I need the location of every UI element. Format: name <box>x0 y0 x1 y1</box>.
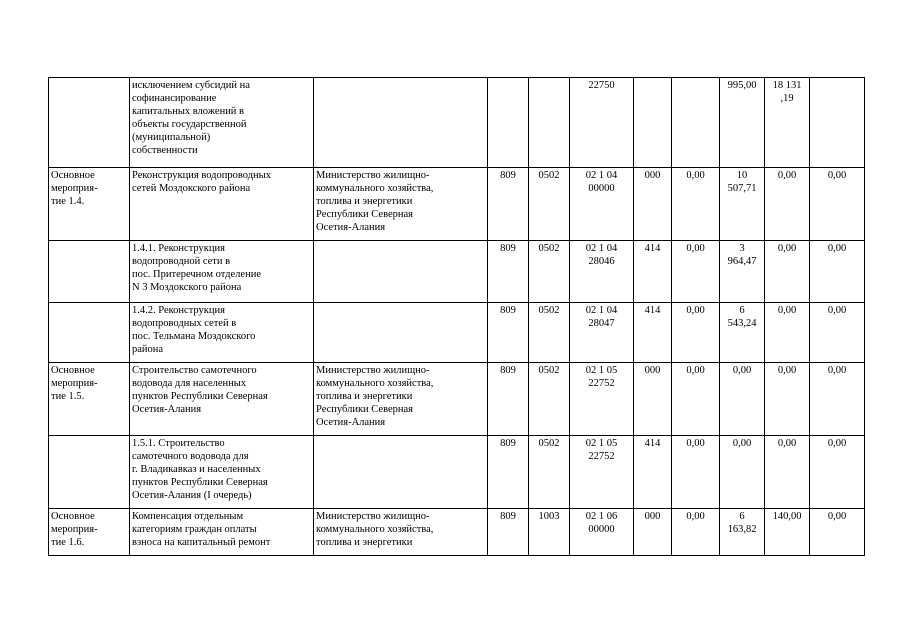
executor-cell: Министерство жилищно- коммунального хозяйства, топлива и энергетики Республики Северная Осетия-Алания <box>314 363 488 436</box>
amount-cell-3: 0,00 <box>765 436 810 509</box>
amount-cell-2: 0,00 <box>720 363 765 436</box>
gr-code-cell <box>488 78 529 168</box>
vr-code-cell: 000 <box>634 168 672 241</box>
executor-cell <box>314 303 488 363</box>
amount-cell-1: 0,00 <box>672 363 720 436</box>
gr-code-cell: 809 <box>488 303 529 363</box>
table-row <box>49 168 865 241</box>
activity-cell: Основное мероприя- тие 1.5. <box>49 363 130 436</box>
description-cell: 1.4.2. Реконструкция водопроводных сетей в пос. Тельмана Моздокского района <box>130 303 314 363</box>
amount-cell-1: 0,00 <box>672 509 720 556</box>
csr-code-cell: 02 1 05 22752 <box>570 436 634 509</box>
description-cell: 1.5.1. Строительство самотечного водовода для г. Владикавказ и населенных пунктов Республики Северная Осетия-Алания (I очередь) <box>130 436 314 509</box>
description-cell: Компенсация отдельным категориям граждан оплаты взноса на капитальный ремонт <box>130 509 314 556</box>
description-cell: Реконструкция водопроводных сетей Моздокского района <box>130 168 314 241</box>
amount-cell-2: 10 507,71 <box>720 168 765 241</box>
vr-code-cell: 000 <box>634 363 672 436</box>
table-row <box>49 241 865 303</box>
amount-cell-4: 0,00 <box>810 509 865 556</box>
activity-cell <box>49 78 130 168</box>
executor-cell: Министерство жилищно- коммунального хозяйства, топлива и энергетики <box>314 509 488 556</box>
gr-code-cell: 809 <box>488 436 529 509</box>
amount-cell-3: 0,00 <box>765 303 810 363</box>
amount-cell-3: 0,00 <box>765 363 810 436</box>
amount-cell-1: 0,00 <box>672 241 720 303</box>
amount-cell-2: 995,00 <box>720 78 765 168</box>
amount-cell-2: 6 163,82 <box>720 509 765 556</box>
csr-code-cell: 02 1 04 28046 <box>570 241 634 303</box>
vr-code-cell: 414 <box>634 241 672 303</box>
amount-cell-1: 0,00 <box>672 303 720 363</box>
csr-code-cell: 02 1 04 00000 <box>570 168 634 241</box>
activity-cell: Основное мероприя- тие 1.6. <box>49 509 130 556</box>
table-row <box>49 303 865 363</box>
rzpr-code-cell: 1003 <box>529 509 570 556</box>
activity-cell <box>49 436 130 509</box>
amount-cell-2: 0,00 <box>720 436 765 509</box>
csr-code-cell: 02 1 05 22752 <box>570 363 634 436</box>
csr-code-cell: 22750 <box>570 78 634 168</box>
amount-cell-2: 6 543,24 <box>720 303 765 363</box>
vr-code-cell: 414 <box>634 303 672 363</box>
executor-cell <box>314 436 488 509</box>
gr-code-cell: 809 <box>488 509 529 556</box>
amount-cell-1 <box>672 78 720 168</box>
description-cell: исключением субсидий на софинансирование капитальных вложений в объекты государственной (муниципальной) собственности <box>130 78 314 168</box>
gr-code-cell: 809 <box>488 363 529 436</box>
csr-code-cell: 02 1 04 28047 <box>570 303 634 363</box>
rzpr-code-cell: 0502 <box>529 436 570 509</box>
executor-cell: Министерство жилищно- коммунального хозяйства, топлива и энергетики Республики Северная Осетия-Алания <box>314 168 488 241</box>
amount-cell-4: 0,00 <box>810 436 865 509</box>
rzpr-code-cell: 0502 <box>529 168 570 241</box>
amount-cell-2: 3 964,47 <box>720 241 765 303</box>
description-cell: 1.4.1. Реконструкция водопроводной сети в пос. Притеречном отделение N 3 Моздокского района <box>130 241 314 303</box>
vr-code-cell: 000 <box>634 509 672 556</box>
amount-cell-3: 18 131 ,19 <box>765 78 810 168</box>
gr-code-cell: 809 <box>488 241 529 303</box>
activity-cell <box>49 241 130 303</box>
budget-program-table <box>48 77 865 556</box>
executor-cell <box>314 78 488 168</box>
activity-cell: Основное мероприя- тие 1.4. <box>49 168 130 241</box>
amount-cell-4: 0,00 <box>810 303 865 363</box>
amount-cell-4: 0,00 <box>810 363 865 436</box>
executor-cell <box>314 241 488 303</box>
amount-cell-3: 0,00 <box>765 241 810 303</box>
amount-cell-3: 0,00 <box>765 168 810 241</box>
gr-code-cell: 809 <box>488 168 529 241</box>
amount-cell-4: 0,00 <box>810 241 865 303</box>
amount-cell-1: 0,00 <box>672 436 720 509</box>
amount-cell-1: 0,00 <box>672 168 720 241</box>
vr-code-cell: 414 <box>634 436 672 509</box>
activity-cell <box>49 303 130 363</box>
rzpr-code-cell: 0502 <box>529 363 570 436</box>
table-row <box>49 509 865 556</box>
amount-cell-3: 140,00 <box>765 509 810 556</box>
vr-code-cell <box>634 78 672 168</box>
table-row <box>49 436 865 509</box>
rzpr-code-cell: 0502 <box>529 303 570 363</box>
rzpr-code-cell <box>529 78 570 168</box>
description-cell: Строительство самотечного водовода для населенных пунктов Республики Северная Осетия-Алания <box>130 363 314 436</box>
rzpr-code-cell: 0502 <box>529 241 570 303</box>
amount-cell-4 <box>810 78 865 168</box>
csr-code-cell: 02 1 06 00000 <box>570 509 634 556</box>
table-row <box>49 363 865 436</box>
amount-cell-4: 0,00 <box>810 168 865 241</box>
table-row <box>49 78 865 168</box>
